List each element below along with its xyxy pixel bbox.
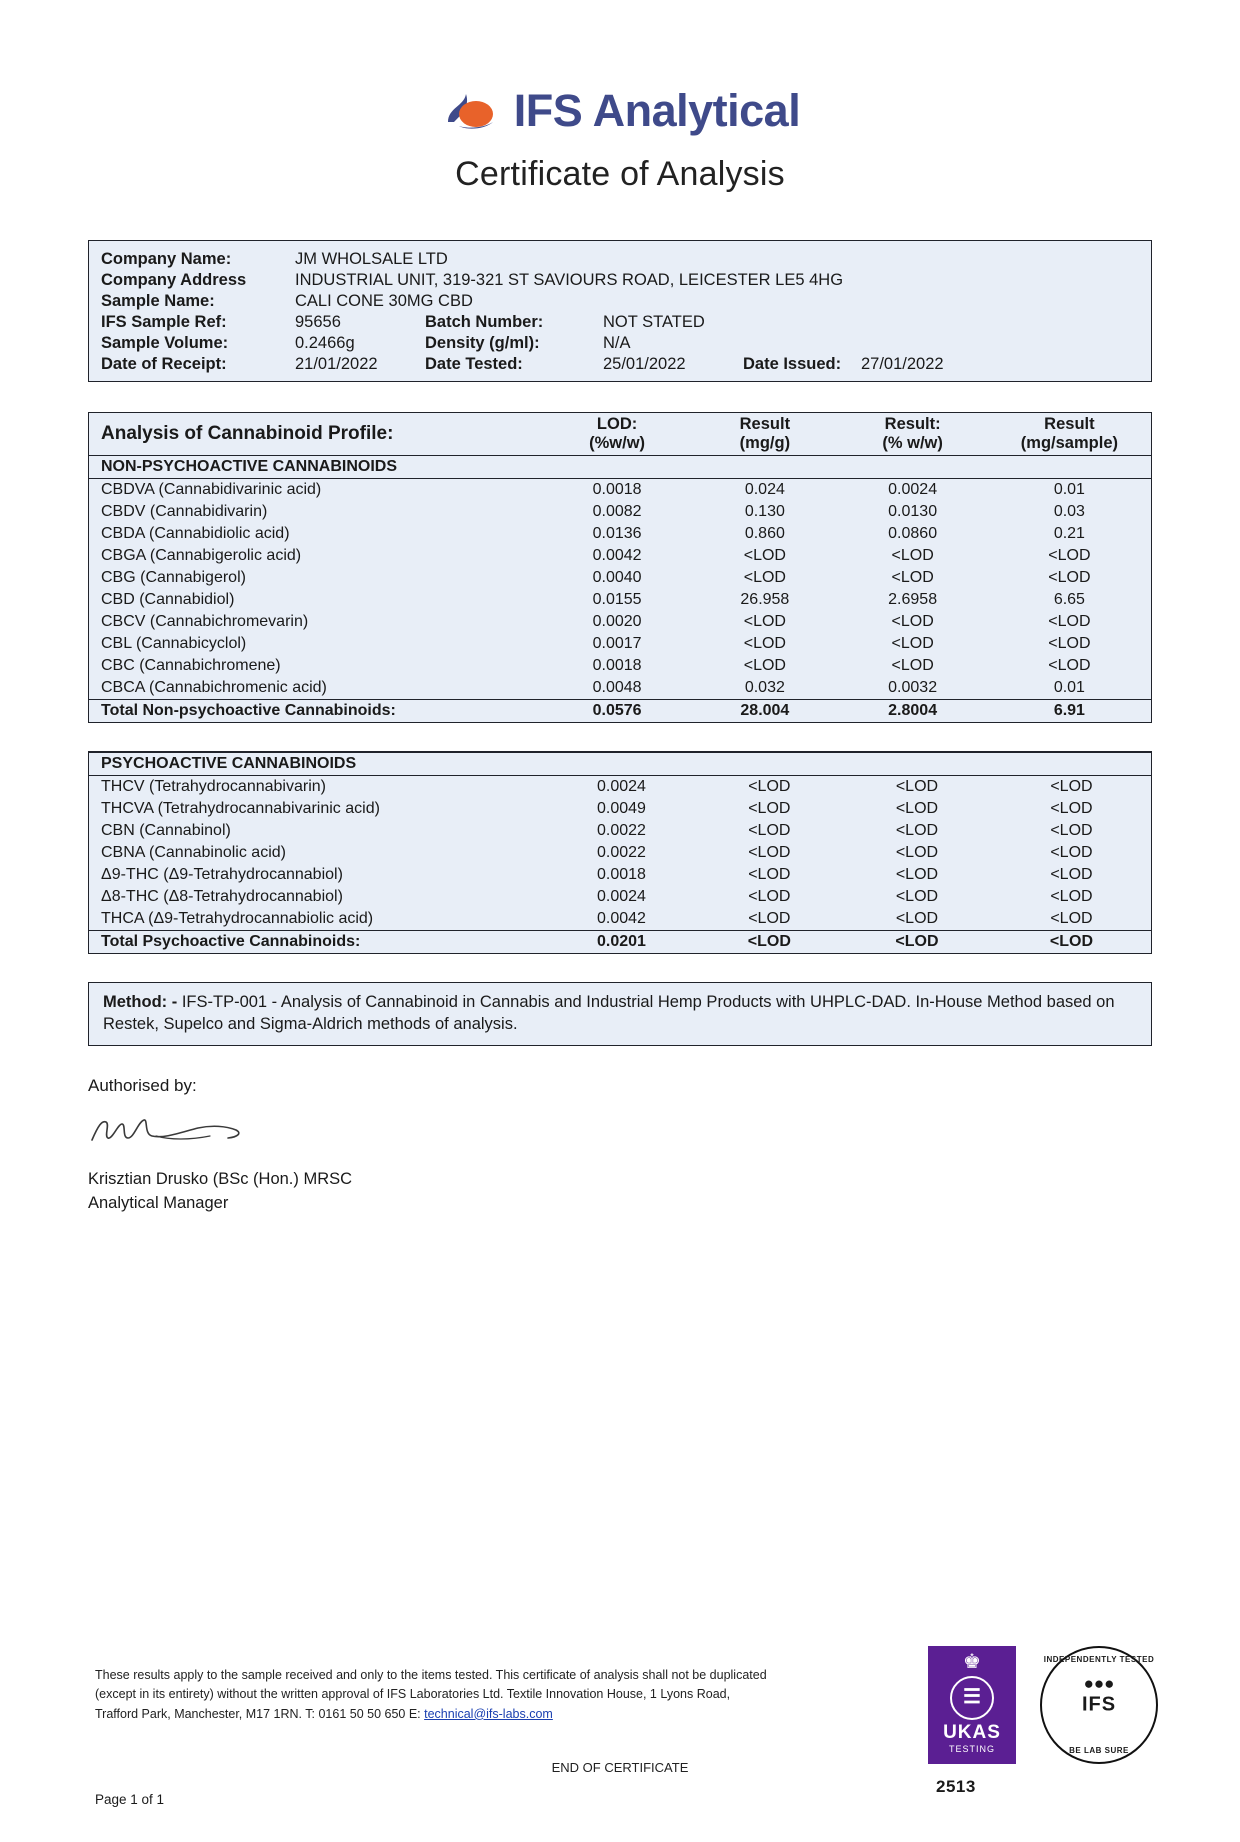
table-row xyxy=(89,677,1151,700)
end-of-certificate: END OF CERTIFICATE xyxy=(551,1760,689,1775)
info-row-company-address xyxy=(89,270,1151,291)
analyte-mgsample: 0.03 xyxy=(1053,502,1085,520)
signatory-role: Analytical Manager xyxy=(88,1193,229,1212)
analyte-mgsample: 6.65 xyxy=(1053,590,1085,608)
analyte-mgg: 0.130 xyxy=(744,502,785,520)
analyte-name: CBGA (Cannabigerolic acid) xyxy=(101,546,302,564)
analyte-pct: <LOD xyxy=(895,821,939,839)
analyte-mgg: <LOD xyxy=(748,843,791,861)
table-row xyxy=(89,908,1151,931)
page-number: Page 1 of 1 xyxy=(95,1792,165,1807)
batch-number-label: Batch Number: xyxy=(425,313,544,331)
ukas-sub: TESTING xyxy=(948,1744,995,1754)
analyte-pct: 0.0024 xyxy=(888,480,938,498)
analyte-pct: <LOD xyxy=(891,656,934,674)
density-value: N/A xyxy=(603,334,631,352)
table-row xyxy=(89,567,1151,589)
section-row-non-psychoactive xyxy=(89,455,1151,478)
analyte-lod: 0.0082 xyxy=(592,502,642,520)
brand-header xyxy=(0,85,1240,136)
date-of-receipt-value: 21/01/2022 xyxy=(295,355,378,373)
analyte-mgsample: <LOD xyxy=(1050,887,1093,905)
footer-disclaimer xyxy=(95,1666,905,1724)
ifs-droplet-logo-icon xyxy=(440,90,502,132)
company-address-label: Company Address xyxy=(101,271,247,289)
analyte-pct: <LOD xyxy=(891,546,934,564)
analyte-pct: 0.0860 xyxy=(888,524,938,542)
seal-middle-text: IFS xyxy=(1081,1693,1117,1716)
total-pct: <LOD xyxy=(842,930,992,953)
analyte-mgg: 0.860 xyxy=(744,524,785,542)
info-row-company-name xyxy=(89,249,1151,270)
analyte-mgg: 0.024 xyxy=(744,480,785,498)
analyte-name: THCV (Tetrahydrocannabivarin) xyxy=(101,777,326,795)
analyte-mgsample: <LOD xyxy=(1050,909,1093,927)
seal-bottom-text: BE LAB SURE xyxy=(1069,1746,1129,1755)
analyte-mgg: <LOD xyxy=(748,777,791,795)
analyte-mgg: 0.032 xyxy=(744,678,785,696)
analyte-lod: 0.0017 xyxy=(592,634,642,652)
ifs-sample-ref-value: 95656 xyxy=(295,313,341,331)
authorised-by-label: Authorised by: xyxy=(88,1076,197,1096)
column-header-lod xyxy=(542,413,692,455)
table-header-row xyxy=(89,413,1151,455)
total-mgsample: <LOD xyxy=(992,930,1151,953)
brand-name: IFS Analytical xyxy=(513,85,801,136)
certificate-page xyxy=(0,85,1240,1842)
sample-name-value: CALI CONE 30MG CBD xyxy=(295,292,473,310)
footer-disclaimer-line1: These results apply to the sample received and only to the items tested. This certificate of analysis shall not be duplicated xyxy=(95,1668,767,1682)
footer-disclaimer-line3 xyxy=(95,1705,905,1724)
seal-top-text: INDEPENDENTLY TESTED xyxy=(1043,1655,1155,1664)
analyte-name: CBC (Cannabichromene) xyxy=(101,656,281,674)
analyte-mgsample: 0.21 xyxy=(1053,524,1085,542)
total-label: Total Non-psychoactive Cannabinoids: xyxy=(89,699,542,722)
analyte-mgsample: 0.01 xyxy=(1053,480,1085,498)
analyte-lod: 0.0048 xyxy=(592,678,642,696)
total-row-psychoactive xyxy=(89,930,1151,953)
company-address-value: INDUSTRIAL UNIT, 319-321 ST SAVIOURS ROAD, LEICESTER LE5 4HG xyxy=(295,271,844,289)
company-name-label: Company Name: xyxy=(101,250,232,268)
table-row xyxy=(89,633,1151,655)
info-row-sample-volume xyxy=(89,333,1151,354)
table-row xyxy=(89,842,1151,864)
analyte-mgg: <LOD xyxy=(743,656,786,674)
sample-name-label: Sample Name: xyxy=(101,292,215,310)
analyte-name: CBDV (Cannabidivarin) xyxy=(101,502,268,520)
date-issued-value: 27/01/2022 xyxy=(861,355,944,373)
total-mgg: <LOD xyxy=(697,930,842,953)
analyte-lod: 0.0042 xyxy=(596,909,646,927)
sample-volume-label: Sample Volume: xyxy=(101,334,229,352)
section-row-psychoactive xyxy=(89,752,1151,775)
analyte-name: CBDVA (Cannabidivarinic acid) xyxy=(101,480,322,498)
total-lod: 0.0201 xyxy=(546,930,696,953)
analyte-lod: 0.0155 xyxy=(592,590,642,608)
table-row xyxy=(89,820,1151,842)
method-label: Method: - xyxy=(103,992,178,1011)
page-footer xyxy=(0,1632,1240,1842)
analyte-pct: <LOD xyxy=(895,843,939,861)
analyte-name: THCVA (Tetrahydrocannabivarinic acid) xyxy=(101,799,380,817)
analyte-name: CBNA (Cannabinolic acid) xyxy=(101,843,286,861)
analyte-mgsample: <LOD xyxy=(1048,546,1091,564)
analyte-mgsample: 0.01 xyxy=(1053,678,1085,696)
analysis-title: Analysis of Cannabinoid Profile: xyxy=(101,422,394,444)
analyte-pct: <LOD xyxy=(895,887,939,905)
date-issued-label: Date Issued: xyxy=(743,355,842,373)
non-psychoactive-table xyxy=(88,412,1152,723)
analyte-mgg: <LOD xyxy=(748,887,791,905)
analyte-name: CBCA (Cannabichromenic acid) xyxy=(101,678,327,696)
column-header-mgg-line1: Result xyxy=(739,415,791,433)
column-header-mgg xyxy=(692,413,837,455)
analyte-mgg: <LOD xyxy=(743,634,786,652)
analyte-mgg: <LOD xyxy=(748,821,791,839)
batch-number-value: NOT STATED xyxy=(603,313,705,331)
total-row-non-psychoactive xyxy=(89,699,1151,722)
ukas-mark-icon: ☰ xyxy=(950,1676,994,1720)
ukas-name: UKAS xyxy=(943,1722,1001,1743)
analyte-name: CBCV (Cannabichromevarin) xyxy=(101,612,309,630)
certificate-number: 2513 xyxy=(936,1777,976,1796)
sample-volume-value: 0.2466g xyxy=(295,334,355,352)
table-row xyxy=(89,478,1151,501)
analyte-lod: 0.0049 xyxy=(596,799,646,817)
analyte-pct: <LOD xyxy=(891,634,934,652)
table-row xyxy=(89,775,1151,798)
analyte-lod: 0.0024 xyxy=(596,887,646,905)
crown-icon: ♚ xyxy=(963,1651,981,1673)
analyte-name: Δ9-THC (Δ9-Tetrahydrocannabiol) xyxy=(101,865,343,883)
column-header-mgsample-line1: Result xyxy=(1044,415,1095,433)
method-box xyxy=(88,982,1152,1047)
date-of-receipt-label: Date of Receipt: xyxy=(101,355,227,373)
analyte-mgsample: <LOD xyxy=(1048,634,1091,652)
analyte-mgsample: <LOD xyxy=(1048,612,1091,630)
analyte-name: CBG (Cannabigerol) xyxy=(101,568,246,586)
table-row xyxy=(89,798,1151,820)
analyte-mgsample: <LOD xyxy=(1050,777,1093,795)
analyte-mgg: 26.958 xyxy=(740,590,790,608)
analyte-pct: 0.0032 xyxy=(888,678,938,696)
column-header-mgg-line2: (mg/g) xyxy=(739,433,791,452)
table-row xyxy=(89,589,1151,611)
analyte-lod: 0.0022 xyxy=(596,843,646,861)
analyte-lod: 0.0042 xyxy=(592,546,642,564)
analyte-mgg: <LOD xyxy=(743,612,786,630)
analyte-pct: <LOD xyxy=(895,865,939,883)
date-tested-label: Date Tested: xyxy=(425,355,523,373)
column-header-pct-line1: Result: xyxy=(884,415,941,433)
info-row-dates xyxy=(89,354,1151,375)
column-header-lod-line1: LOD: xyxy=(596,415,638,433)
column-header-pct xyxy=(837,413,987,455)
section-label-psychoactive: PSYCHOACTIVE CANNABINOIDS xyxy=(89,752,1151,775)
company-name-value: JM WHOLSALE LTD xyxy=(295,250,448,268)
ukas-accreditation-logo xyxy=(928,1646,1016,1764)
table-row xyxy=(89,886,1151,908)
info-row-sample-name xyxy=(89,291,1151,312)
handwritten-signature-icon xyxy=(86,1106,276,1154)
footer-contact-text: Trafford Park, Manchester, M17 1RN. T: 0161 50 50 650 E: xyxy=(95,1706,425,1721)
ifs-seal-badge xyxy=(1040,1646,1158,1764)
section-label-non-psychoactive: NON-PSYCHOACTIVE CANNABINOIDS xyxy=(89,455,1151,478)
psychoactive-table xyxy=(88,751,1152,954)
table-row xyxy=(89,523,1151,545)
analyte-pct: <LOD xyxy=(891,612,934,630)
analyte-name: Δ8-THC (Δ8-Tetrahydrocannabiol) xyxy=(101,887,343,905)
column-header-mgsample xyxy=(988,413,1151,455)
column-header-lod-line2: (%w/w) xyxy=(589,433,646,452)
signatory-block xyxy=(88,1168,1240,1214)
density-label: Density (g/ml): xyxy=(425,334,540,352)
analyte-mgsample: <LOD xyxy=(1050,843,1093,861)
column-header-pct-line2: (% w/w) xyxy=(882,433,943,452)
analyte-mgg: <LOD xyxy=(748,799,791,817)
table-row xyxy=(89,501,1151,523)
ifs-sample-ref-label: IFS Sample Ref: xyxy=(101,313,227,331)
analyte-name: CBN (Cannabinol) xyxy=(101,821,231,839)
table-row xyxy=(89,864,1151,886)
sample-info-box xyxy=(88,240,1152,382)
analyte-lod: 0.0018 xyxy=(596,865,646,883)
analyte-mgsample: <LOD xyxy=(1048,568,1091,586)
analyte-lod: 0.0040 xyxy=(592,568,642,586)
footer-disclaimer-line2: (except in its entirety) without the written approval of IFS Laboratories Ltd. Textile Innovation House, 1 Lyons Road, xyxy=(95,1687,731,1702)
analyte-lod: 0.0018 xyxy=(592,656,642,674)
analyte-pct: <LOD xyxy=(895,777,939,795)
analyte-pct: <LOD xyxy=(895,909,939,927)
signatory-name: Krisztian Drusko (BSc (Hon.) MRSC xyxy=(88,1170,353,1189)
analyte-pct: <LOD xyxy=(891,568,934,586)
analyte-name: CBD (Cannabidiol) xyxy=(101,590,235,608)
ifs-seal-dots-icon: ●●● xyxy=(1083,1674,1115,1693)
method-text: IFS-TP-001 - Analysis of Cannabinoid in Cannabis and Industrial Hemp Products with UHPLC-DAD. In-House Method based on Restek, Supelco and Sigma-Aldrich methods of analysis. xyxy=(103,992,1115,1034)
analyte-pct: <LOD xyxy=(895,799,939,817)
analyte-name: THCA (Δ9-Tetrahydrocannabiolic acid) xyxy=(101,909,374,927)
analyte-mgg: <LOD xyxy=(743,568,786,586)
analyte-name: CBDA (Cannabidiolic acid) xyxy=(101,524,290,542)
analyte-mgg: <LOD xyxy=(748,909,791,927)
analyte-lod: 0.0024 xyxy=(596,777,646,795)
analyte-pct: 0.0130 xyxy=(888,502,938,520)
total-lod: 0.0576 xyxy=(542,699,692,722)
total-pct: 2.8004 xyxy=(837,699,987,722)
footer-email-link[interactable]: technical@ifs-labs.com xyxy=(424,1706,553,1721)
analyte-lod: 0.0022 xyxy=(596,821,646,839)
analyte-lod: 0.0018 xyxy=(592,480,642,498)
info-row-sample-ref xyxy=(89,312,1151,333)
analyte-name: CBL (Cannabicyclol) xyxy=(101,634,247,652)
analyte-mgg: <LOD xyxy=(748,865,791,883)
table-row xyxy=(89,545,1151,567)
table-row xyxy=(89,655,1151,677)
column-header-mgsample-line2: (mg/sample) xyxy=(1020,433,1118,452)
date-tested-value: 25/01/2022 xyxy=(603,355,686,373)
analyte-mgsample: <LOD xyxy=(1050,865,1093,883)
analyte-pct: 2.6958 xyxy=(888,590,938,608)
analyte-lod: 0.0136 xyxy=(592,524,642,542)
analyte-lod: 0.0020 xyxy=(592,612,642,630)
analyte-mgsample: <LOD xyxy=(1050,821,1093,839)
total-mgg: 28.004 xyxy=(692,699,837,722)
analyte-mgsample: <LOD xyxy=(1050,799,1093,817)
analyte-mgg: <LOD xyxy=(743,546,786,564)
total-mgsample: 6.91 xyxy=(988,699,1151,722)
analyte-mgsample: <LOD xyxy=(1048,656,1091,674)
page-title: Certificate of Analysis xyxy=(455,155,785,193)
total-label: Total Psychoactive Cannabinoids: xyxy=(89,930,546,953)
table-row xyxy=(89,611,1151,633)
